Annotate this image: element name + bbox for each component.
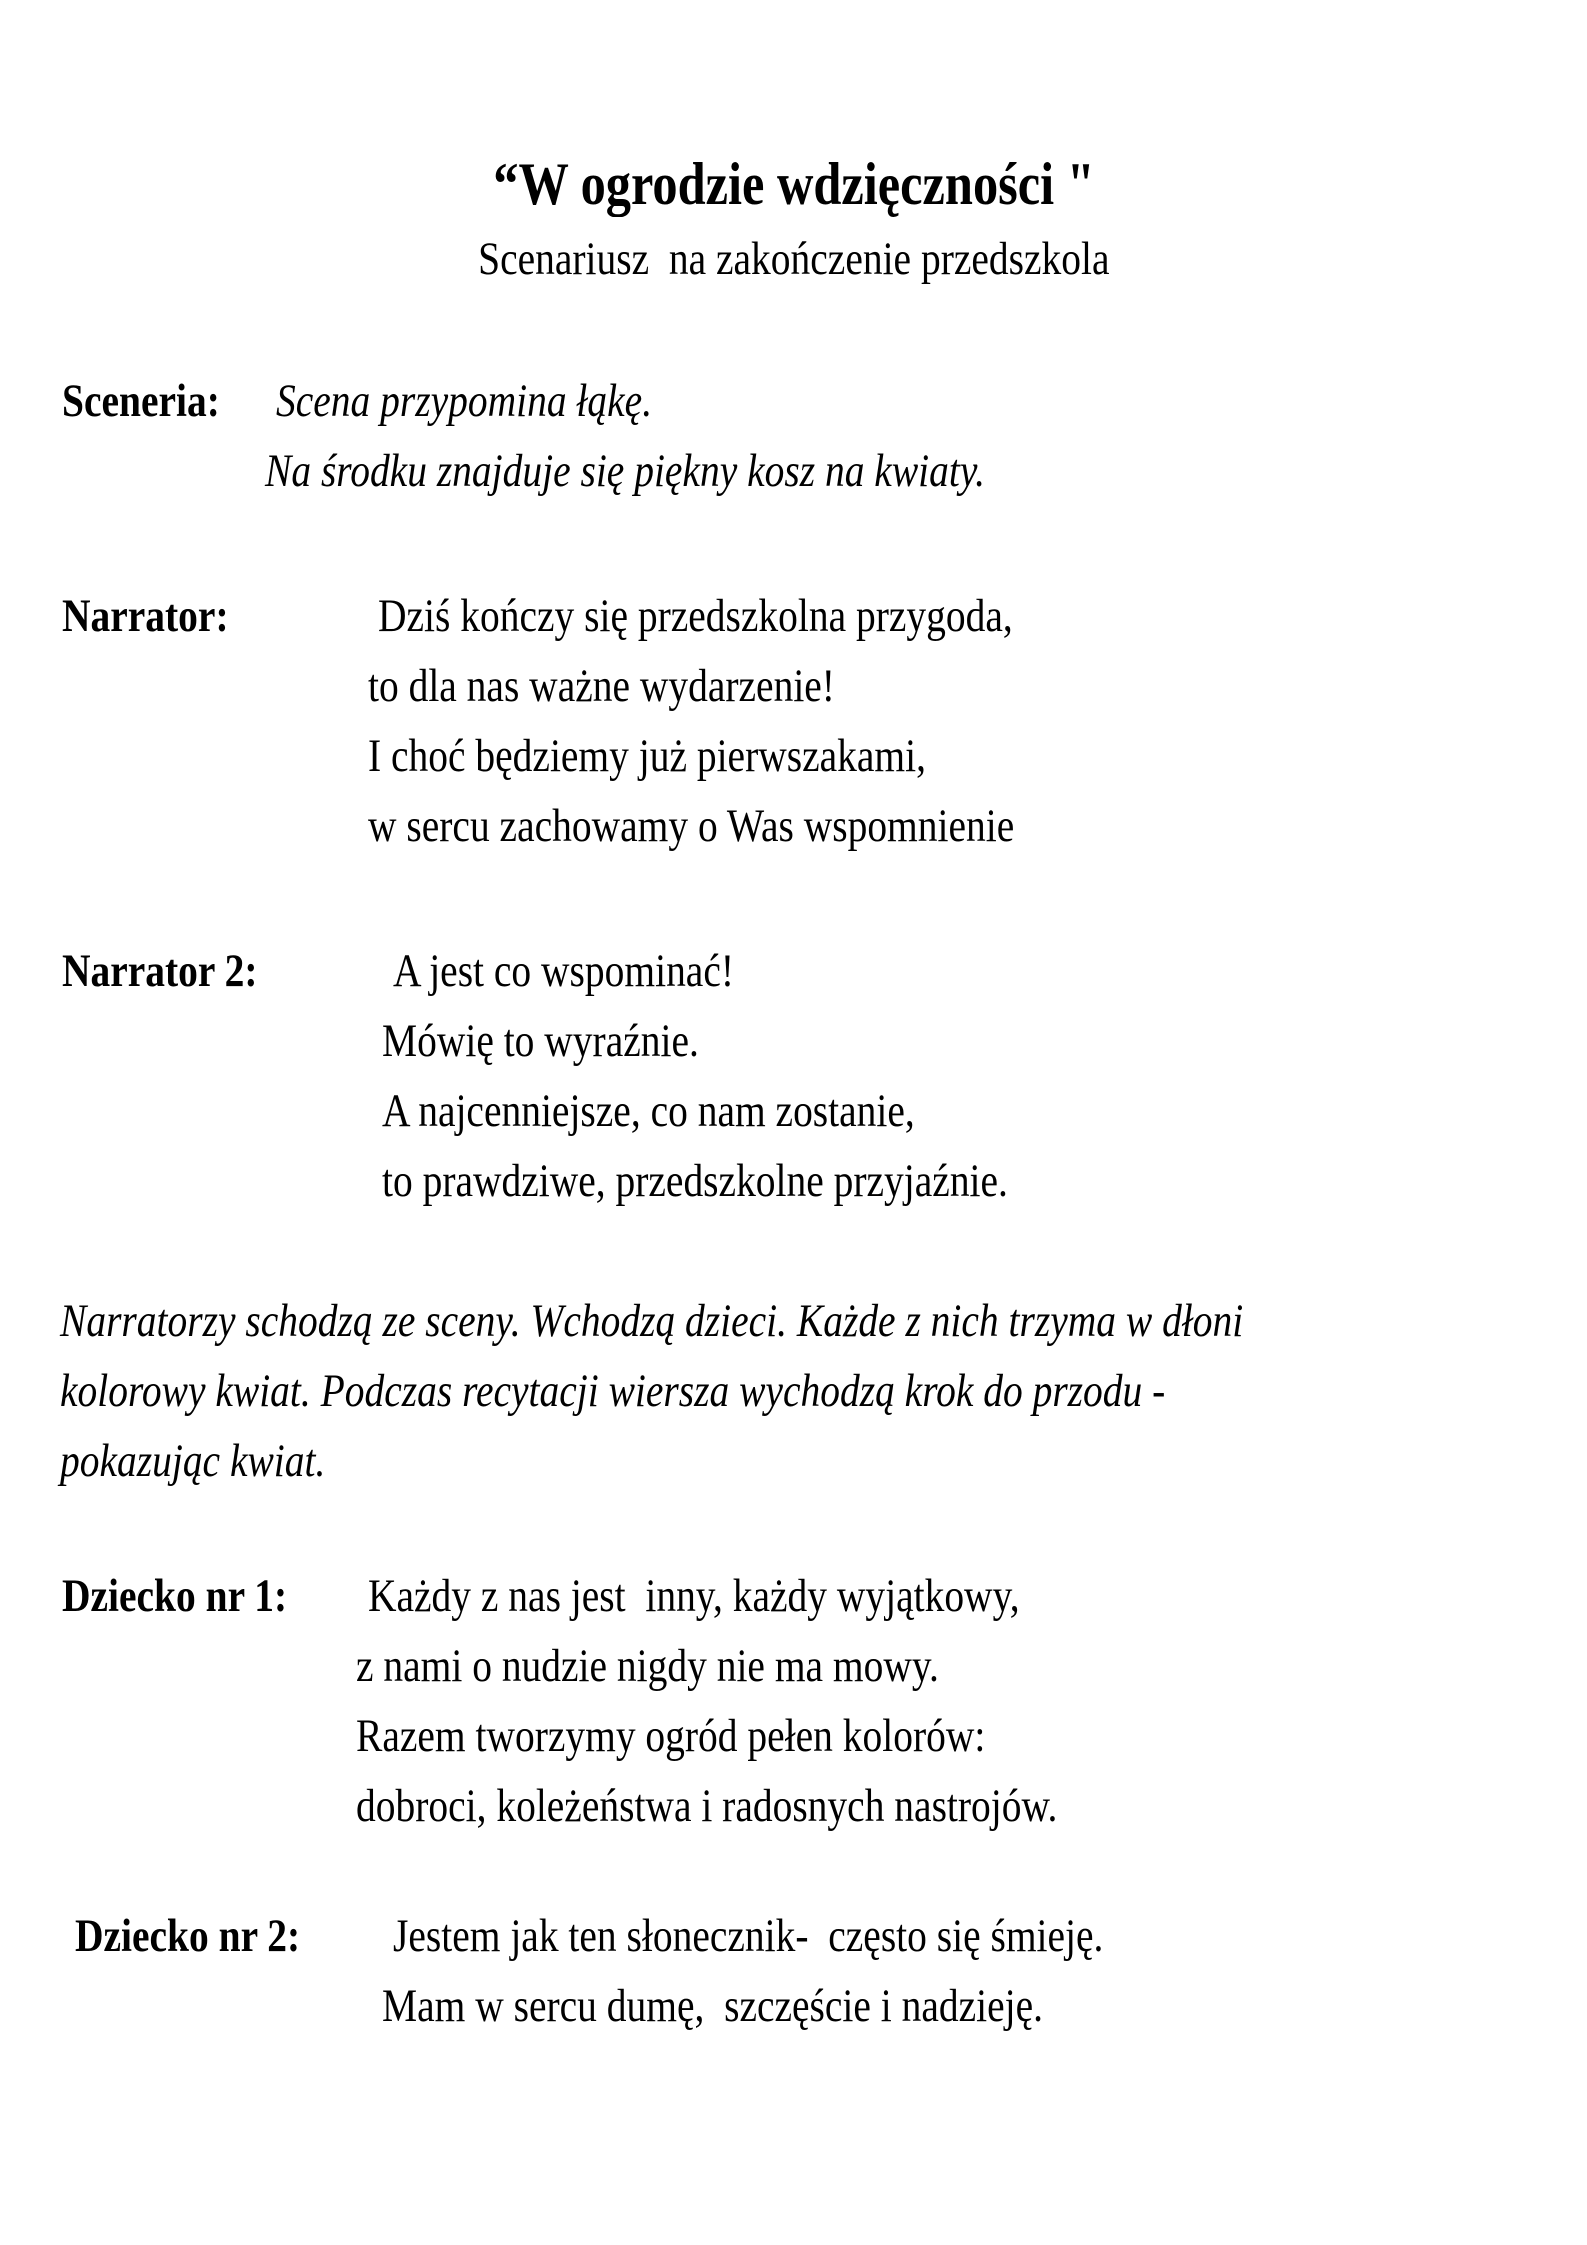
narrator1-label: Narrator: (62, 590, 229, 642)
narrator2-line: to prawdziwe, przedszkolne przyjaźnie. (382, 1155, 1008, 1207)
child1-line: z nami o nudzie nigdy nie ma mowy. (356, 1640, 939, 1692)
document-subtitle (0, 232, 1587, 286)
child1-line: Każdy z nas jest inny, każdy wyjątkowy, (368, 1570, 1020, 1622)
sceneria-line: Na środku znajduje się piękny kosz na kwiaty. (265, 445, 986, 497)
narrator1-line: to dla nas ważne wydarzenie! (368, 660, 835, 712)
narrator2-label: Narrator 2: (62, 945, 258, 997)
child2-line: Jestem jak ten słonecznik- często się śmieję. (393, 1910, 1104, 1962)
narrator1-line: w sercu zachowamy o Was wspomnienie (368, 800, 1015, 852)
child2-label: Dziecko nr 2: (75, 1910, 301, 1962)
sceneria-line: Scena przypomina łąkę. (276, 375, 653, 427)
narrator2-line: A najcenniejsze, co nam zostanie, (382, 1085, 915, 1137)
child1-label: Dziecko nr 1: (62, 1570, 288, 1622)
title-text: “W ogrodzie wdzięczności " (492, 151, 1095, 217)
child1-line: dobroci, koleżeństwa i radosnych nastrojów. (356, 1780, 1058, 1832)
narrator2-line: A jest co wspominać! (393, 945, 735, 997)
stage-direction-line: Narratorzy schodzą ze sceny. Wchodzą dzieci. Każde z nich trzyma w dłoni (60, 1295, 1244, 1347)
narrator2-line: Mówię to wyraźnie. (382, 1015, 699, 1067)
stage-direction-line: kolorowy kwiat. Podczas recytacji wiersza wychodzą krok do przodu - (60, 1365, 1166, 1417)
subtitle-text: Scenariusz na zakończenie przedszkola (477, 233, 1110, 285)
sceneria-label: Sceneria: (62, 375, 220, 427)
narrator1-line: I choć będziemy już pierwszakami, (368, 730, 926, 782)
document-title (0, 150, 1587, 219)
child1-line: Razem tworzymy ogród pełen kolorów: (356, 1710, 986, 1762)
stage-direction-line: pokazując kwiat. (60, 1435, 326, 1487)
child2-line: Mam w sercu dumę, szczęście i nadzieję. (382, 1980, 1044, 2032)
narrator1-line: Dziś kończy się przedszkolna przygoda, (378, 590, 1013, 642)
